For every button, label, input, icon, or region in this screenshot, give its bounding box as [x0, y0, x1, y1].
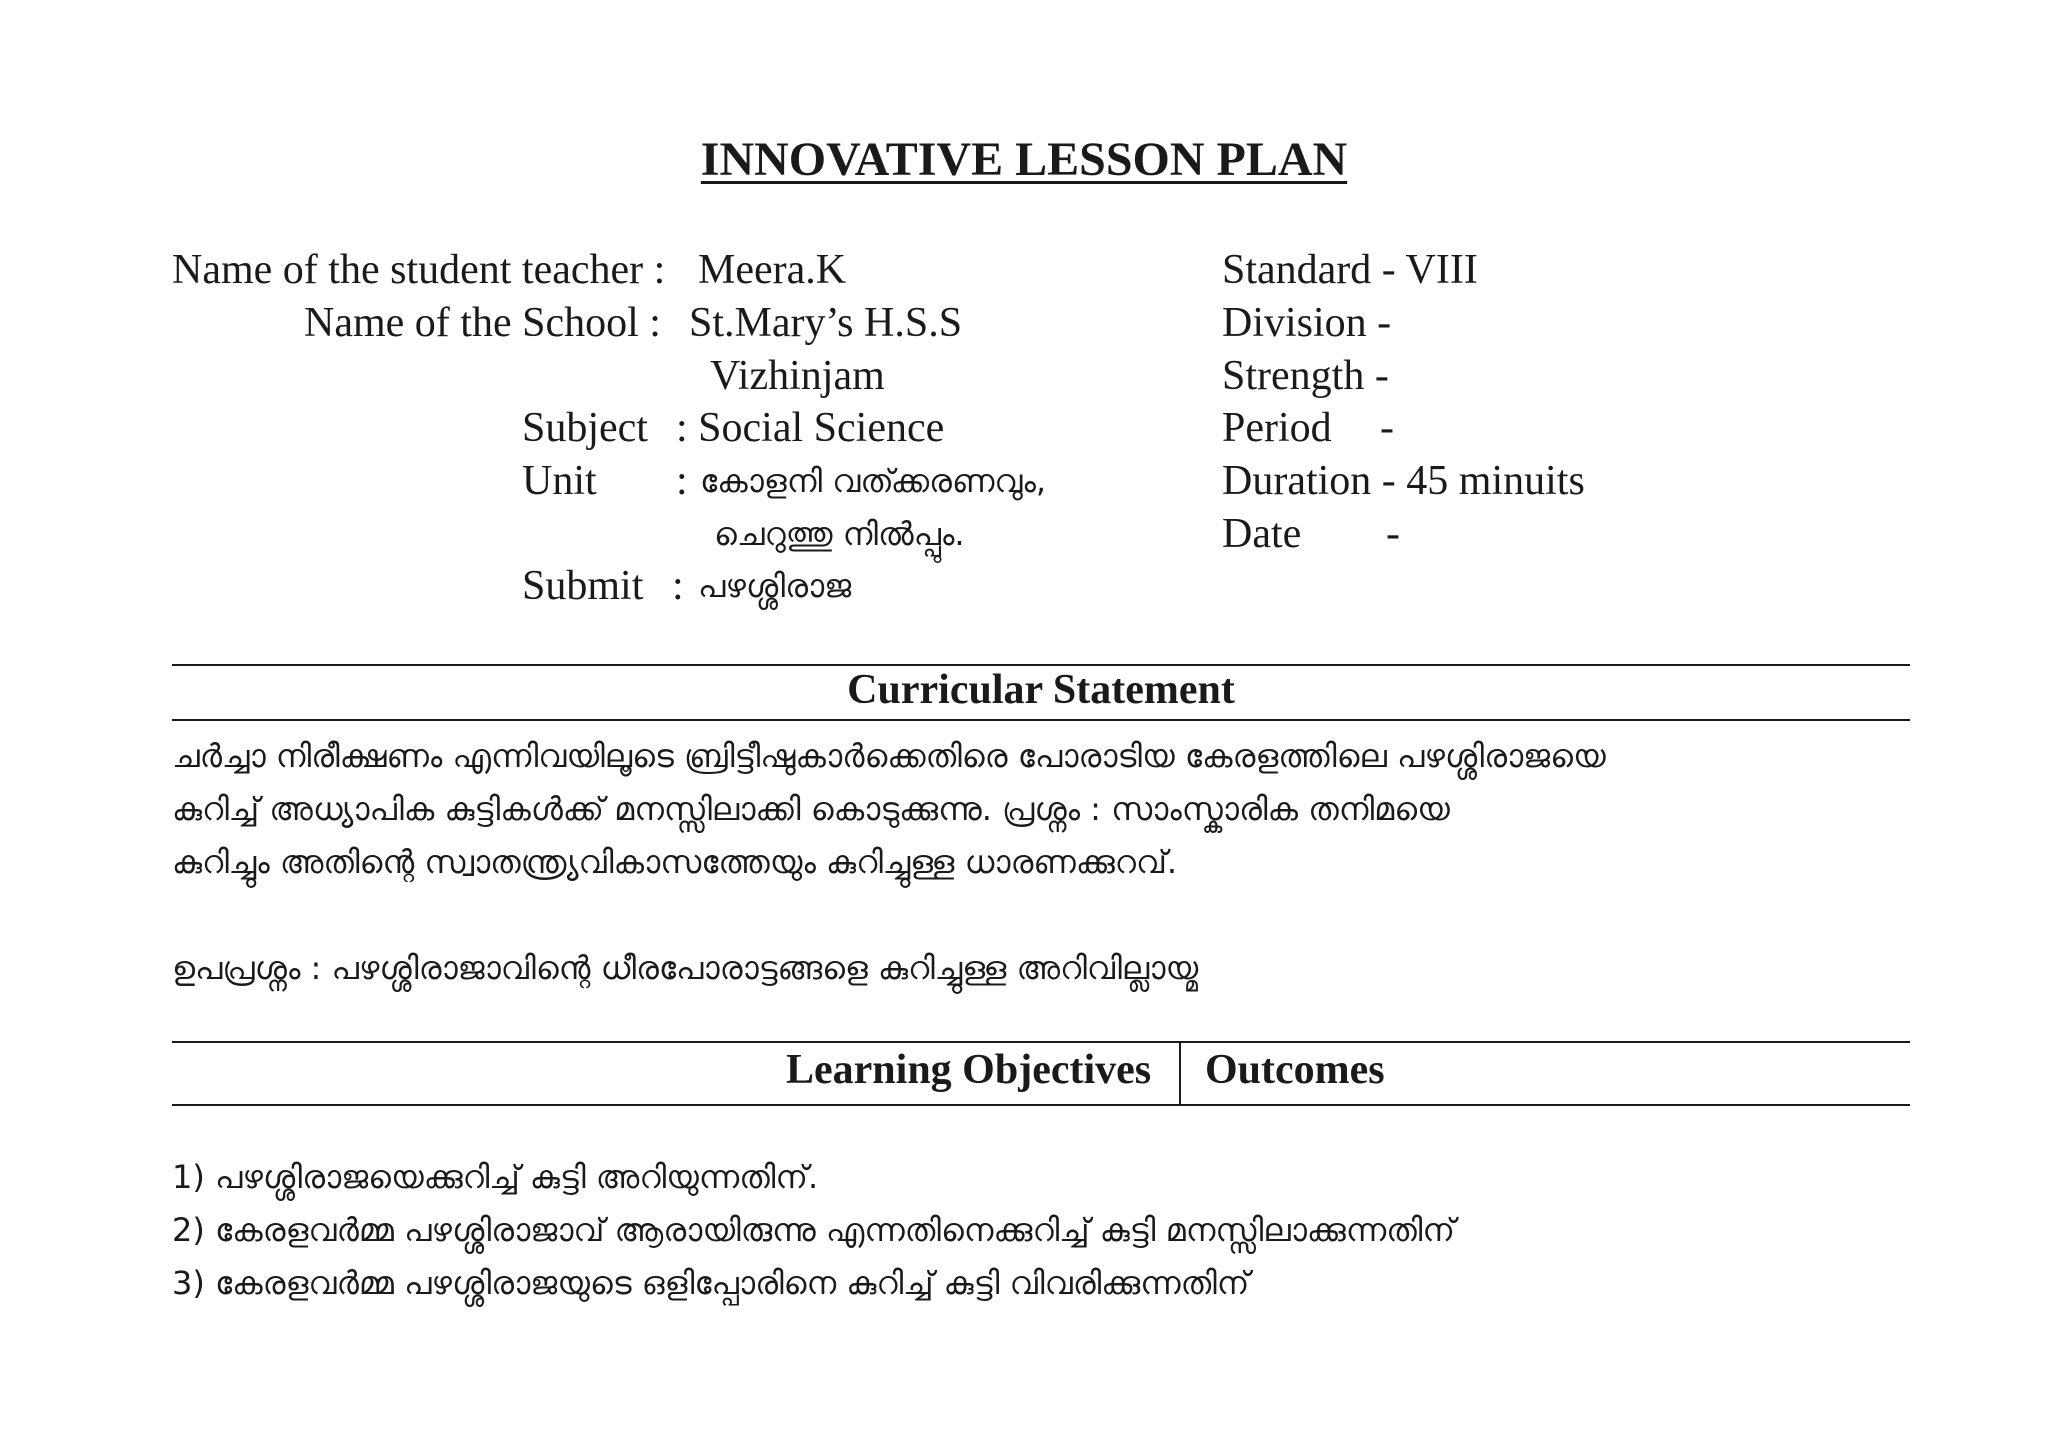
- sub-problem: ഉപപ്രശ്നം : പഴശ്ശിരാജാവിന്റെ ധീരപോരാട്ടങ്ങളെ കുറിച്ചുള്ള അറിവില്ലായ്മ: [172, 949, 1199, 987]
- division: Division -: [1222, 300, 1392, 346]
- section-rule-bottom: [172, 719, 1910, 721]
- objectives-column-divider: [1179, 1042, 1181, 1104]
- curricular-line-2: കുറിച്ച് അധ്യാപിക കുട്ടികൾക്ക് മനസ്സിലാക്കി കൊടുക്കുന്നു. പ്രശ്നം : സാംസ്കാരിക തനിമയെ: [172, 790, 1450, 828]
- objective-item-3: 3) കേരളവർമ്മ പഴശ്ശിരാജയുടെ ഒളിപ്പോരിനെ കുറിച്ച് കുട്ടി വിവരിക്കുന്നതിന്: [172, 1264, 1250, 1302]
- page-title: INNOVATIVE LESSON PLAN: [700, 133, 1348, 186]
- objective-item-2: 2) കേരളവർമ്മ പഴശ്ശിരാജാവ് ആരായിരുന്നു എന്നതിനെക്കുറിച്ച് കുട്ടി മനസ്സിലാക്കുന്നതിന്: [172, 1211, 1455, 1249]
- standard: Standard - VIII: [1222, 247, 1478, 293]
- curricular-heading: Curricular Statement: [847, 667, 1235, 713]
- objectives-rule-top: [172, 1041, 1910, 1043]
- school-value-line2: Vizhinjam: [710, 353, 885, 399]
- subject-value: : Social Science: [676, 405, 945, 451]
- school-value-line1: St.Mary’s H.S.S: [689, 300, 963, 346]
- date-dash: -: [1386, 511, 1400, 557]
- period-label: Period: [1222, 405, 1332, 451]
- submit-label: Submit: [522, 563, 644, 609]
- objectives-rule-bottom: [172, 1104, 1910, 1106]
- date-label: Date: [1222, 511, 1302, 557]
- unit-colon: :: [676, 458, 688, 504]
- unit-value-line2: ചെറുത്തു നിൽപ്പും.: [714, 515, 965, 553]
- objectives-heading: Learning Objectives: [786, 1047, 1152, 1093]
- period-dash: -: [1380, 405, 1394, 451]
- outcomes-heading: Outcomes: [1205, 1047, 1385, 1093]
- unit-value-line1: കോളനി വത്ക്കരണവും,: [700, 462, 1047, 500]
- unit-label: Unit: [522, 458, 597, 504]
- school-label: Name of the School :: [304, 300, 661, 346]
- student-teacher-value: Meera.K: [698, 247, 847, 293]
- strength: Strength -: [1222, 353, 1389, 399]
- submit-value: പഴശ്ശിരാജ: [698, 567, 852, 605]
- subject-label: Subject: [522, 405, 648, 451]
- submit-colon: :: [672, 563, 684, 609]
- student-teacher-label: Name of the student teacher :: [172, 247, 666, 293]
- objective-item-1: 1) പഴശ്ശിരാജയെക്കുറിച്ച് കുട്ടി അറിയുന്നതിന്.: [172, 1158, 819, 1196]
- curricular-line-1: ചർച്ചാ നിരീക്ഷണം എന്നിവയിലൂടെ ബ്രിട്ടീഷുകാർക്കെതിരെ പോരാടിയ കേരളത്തിലെ പഴശ്ശിരാജയെ: [172, 737, 1606, 775]
- duration: Duration - 45 minuits: [1222, 458, 1585, 504]
- curricular-line-3: കുറിച്ചും അതിന്റെ സ്വാതന്ത്ര്യവികാസത്തേയും കുറിച്ചുള്ള ധാരണക്കുറവ്.: [172, 843, 1178, 881]
